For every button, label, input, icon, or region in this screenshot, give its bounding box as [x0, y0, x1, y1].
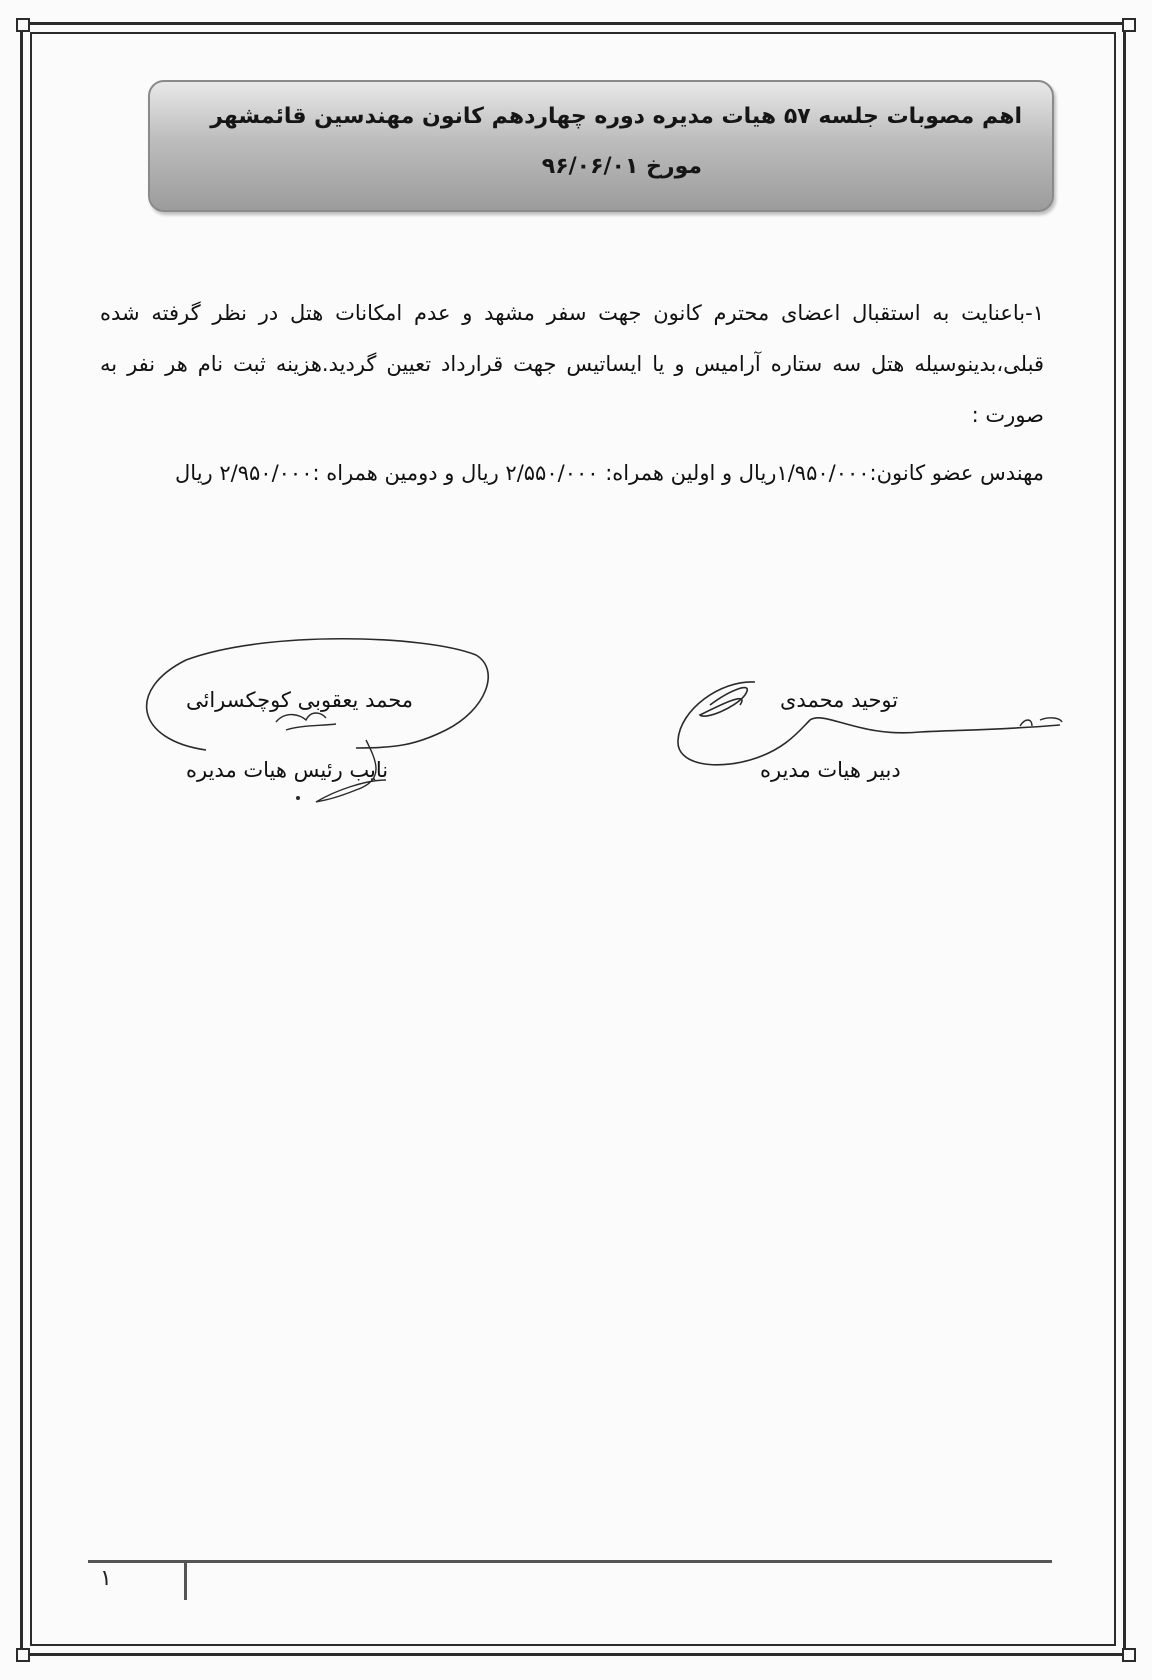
signer-right-role: دبیر هیات مدیره	[760, 758, 901, 782]
signature-left-ink	[126, 630, 496, 820]
title-banner	[148, 80, 1054, 212]
page-number: ۱	[100, 1566, 112, 1591]
signer-left-name: محمد یعقوبی کوچکسرائی	[186, 688, 414, 712]
corner-ornament	[1122, 1648, 1136, 1662]
corner-ornament	[1122, 18, 1136, 32]
signature-right-ink	[660, 660, 1080, 790]
document-title: اهم مصوبات جلسه ۵۷ هیات مدیره دوره چهاردهم کانون مهندسین قائمشهر	[210, 104, 1022, 129]
footer-rule	[88, 1560, 1052, 1563]
corner-ornament	[16, 1648, 30, 1662]
footer-divider	[184, 1560, 187, 1600]
document-date: مورخ ۹۶/۰۶/۰۱	[541, 154, 702, 179]
resolution-paragraph: ۱-باعنایت به استقبال اعضای محترم کانون جهت سفر مشهد و عدم امکانات هتل در نظر گرفته شده قبلی،بدینوسیله هتل سه ستاره آرامیس و یا ایساتیس جهت قرارداد تعیین گردید.هزینه ثبت نام هر نفر به صورت :	[100, 301, 1044, 427]
signer-left-role: نایب رئیس هیات مدیره	[186, 758, 389, 782]
corner-ornament	[16, 18, 30, 32]
page-border-inner	[30, 32, 1116, 1646]
signer-right-name: توحید محمدی	[780, 688, 899, 712]
fee-paragraph: مهندس عضو کانون:۱/۹۵۰/۰۰۰ریال و اولین همراه: ۲/۵۵۰/۰۰۰ ریال و دومین همراه :۲/۹۵۰/۰۰۰ ریال	[175, 461, 1044, 485]
